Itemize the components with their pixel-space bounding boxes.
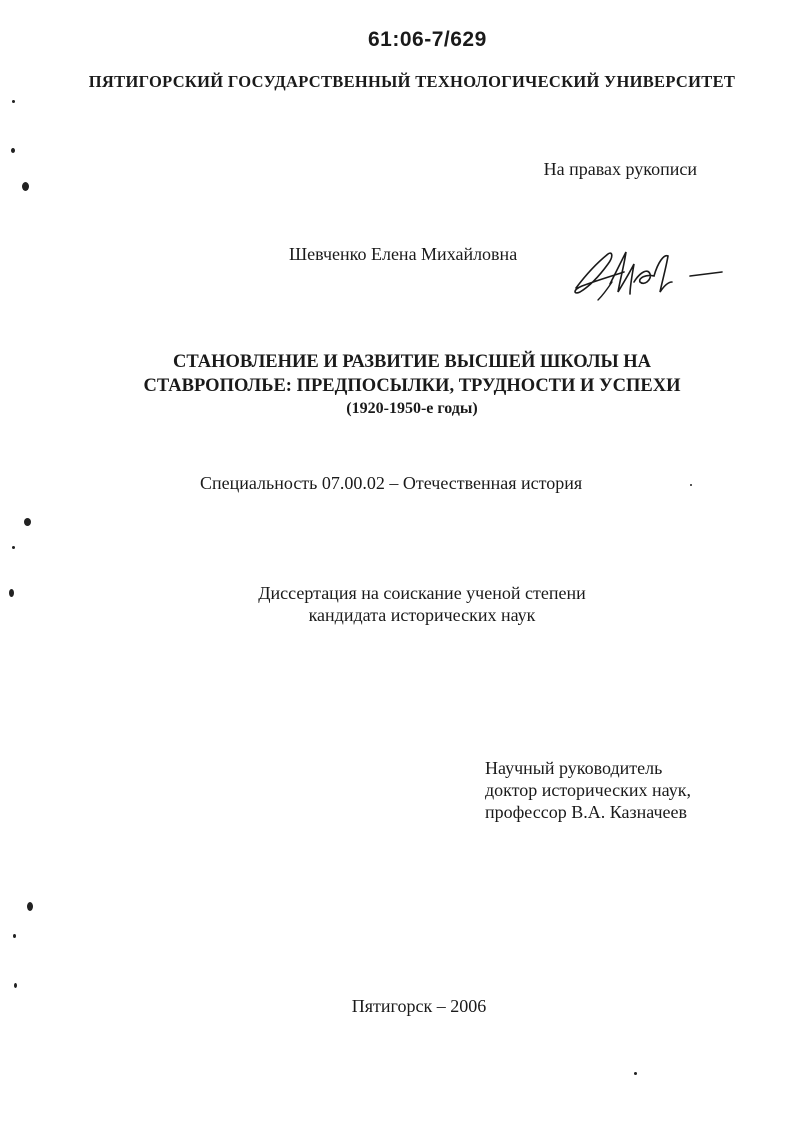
degree-line-1: Диссертация на соискание ученой степени [258, 583, 586, 603]
scan-speck [14, 983, 17, 988]
author-signature [568, 242, 728, 306]
scan-speck [690, 484, 692, 486]
scan-speck [11, 148, 15, 153]
city-year: Пятигорск – 2006 [351, 996, 487, 1016]
supervisor-degree: доктор исторических наук, [485, 780, 691, 800]
scan-speck [12, 100, 15, 103]
catalog-code [0, 28, 794, 52]
title-line-1: СТАНОВЛЕНИЕ И РАЗВИТИЕ ВЫСШЕЙ ШКОЛЫ НА [172, 352, 652, 372]
degree-statement [0, 582, 794, 626]
scan-speck [24, 518, 31, 526]
title-years: (1920-1950-е годы) [346, 400, 478, 417]
supervisor-block [485, 757, 691, 823]
rights-notice: На правах рукописи [543, 159, 697, 179]
catalog-code-text: 61:06-7/629 [368, 28, 487, 51]
scan-speck [634, 1072, 637, 1075]
scan-speck [22, 182, 29, 191]
specialty: Специальность 07.00.02 – Отечественная история [200, 473, 583, 493]
degree-line-2: кандидата исторических наук [308, 605, 536, 625]
scan-speck [13, 934, 16, 938]
university-name: ПЯТИГОРСКИЙ ГОСУДАРСТВЕННЫЙ ТЕХНОЛОГИЧЕСКИЙ УНИВЕРСИТЕТ [88, 72, 736, 91]
supervisor-role: Научный руководитель [485, 758, 663, 778]
author-name: Шевченко Елена Михайловна [289, 244, 518, 264]
scan-speck [27, 902, 33, 911]
scan-speck [9, 589, 14, 597]
dissertation-title [0, 350, 794, 420]
supervisor-name: профессор В.А. Казначеев [485, 802, 688, 822]
scan-speck [12, 546, 15, 549]
title-line-2: СТАВРОПОЛЬЕ: ПРЕДПОСЫЛКИ, ТРУДНОСТИ И УСПЕХИ [143, 376, 681, 396]
